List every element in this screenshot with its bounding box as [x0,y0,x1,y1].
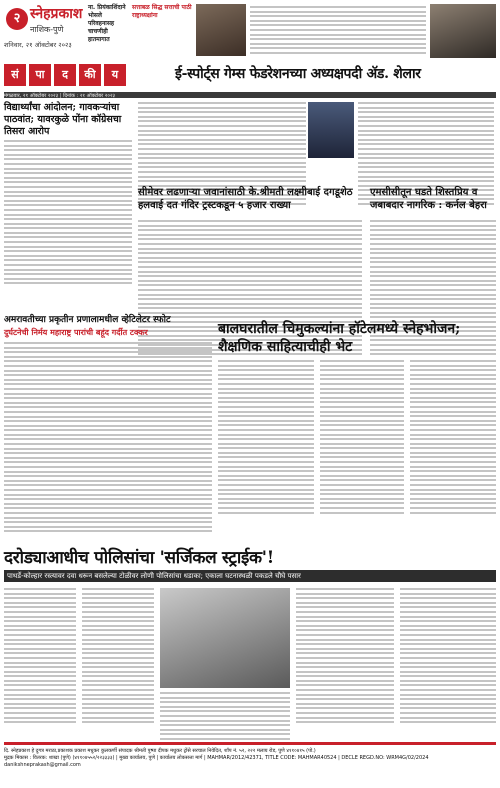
edition-label: नाशिक-पुणे [30,25,64,34]
bottom-headline: दरोड्याआधीच पोलिसांचा 'सर्जिकल स्ट्राईक'! [4,548,274,568]
page-number-badge: २ [6,8,28,30]
right-headline: एमसीसीतून घडते शिस्तप्रिय व जबाबदार नागरिक : कर्नल बेहरा [370,187,487,211]
bottom-body-col2 [82,588,154,726]
story4-subhead: दुर्घटनेची निर्मय महाराष्ट्र पारांची बहूंद गर्दीत टक्कर [4,328,148,337]
middle-headline: सीमेवर लढणाऱ्या जवानांसाठी के.श्रीमती लक्ष्मीबाई दगडूशेठ हलवाई दत गंदिर ट्रस्टकडून ५ हजार राख्या [138,187,353,211]
story4-headline: अमरावतीच्या प्रकृतीन प्रणालामधील व्हेटिलेटर स्फोट [4,315,171,325]
promo-text-right: सत्ताबळ सिद्ध सत्ताची पाठी राष्ट्राध्यक्षांना [132,4,192,19]
story5-body-mid [320,360,404,516]
editorial-letter: पा [29,64,51,86]
promo-text-left: ना. प्रियंकाशिंदाने भोसले परिवहनासह चाचणीही हातमागात [88,4,126,43]
left-column-headline: विद्यार्थ्यांचा आंदोलन; गावकऱ्यांचा पाठवांत; यावरकुळे पोंना कॉग्रेसचा तिसरा आरोप [4,102,122,137]
person-portrait [308,102,354,158]
masthead-portrait [196,4,246,56]
bottom-subheadline: पाथर्डे-कोल्हार रस्त्यावर दवा धरून बसलेल्या टोळीवर लोणी पोलिसांचा धडाका; एकाला घटनास्थळी पकडले चौघे पसार [4,570,496,582]
bottom-body-col4 [296,588,394,726]
masthead-body-text [250,6,426,57]
newspaper-brand: स्नेहप्रकाश [30,6,83,22]
editorial-letter: द [54,64,76,86]
masthead-group-photo [430,4,496,58]
date-bar-text: मंगळवार, २१ ऑक्टोबर २०२३ | दिनांक : २१ ऑक्टोबर २०२३ [4,93,116,99]
issue-date: शनिवार, २१ ऑक्टोबर २०२३ [4,41,72,49]
imprint-line-1: दि. स्नेहप्रकाश हे दुगत्र मराठा,प्रकाशक प्रकाश मधुकर कुलकर्णी संपादक श्रीमती पुष्पा दीपक मधुकर ट्रोंसे सरचाल निवेदित, शॉप नं. ५२, २२२ मलाय रोड, पुणे ४११०४१५ (पो.) [4,748,316,754]
bottom-body-col1 [4,588,76,726]
police-vehicle-photo [160,588,290,688]
editorial-letter: की [79,64,101,86]
main-headline: ई-स्पोर्ट्स गेम्स फेडरेशनच्या अध्यक्षपदी ॲड. शेलार [175,66,421,82]
story5-body-left [218,360,314,516]
bottom-body-under-photo [160,692,290,747]
left-column-body [4,140,132,287]
footer-divider [4,742,496,745]
story4-body [4,342,212,535]
story5-body-right [410,360,496,516]
editorial-letter: सं [4,64,26,86]
story5-headline: बालघरातील चिमुकल्यांना हॉटेलमध्ये स्नेहभोजन; शैक्षणिक साहित्याचीही भेट [218,321,461,355]
editorial-label [4,64,126,92]
editorial-letter: य [104,64,126,86]
imprint-email[interactable]: danikshneprakash@gmail.com [4,762,81,768]
imprint-footer [4,748,496,769]
bottom-body-col5 [400,588,496,726]
imprint-line-2: मुद्रक मिकास : वितरक: शाखा (पुणे) (४११०४५५२/२२३३३३) | मुख्य कार्यालय, पुणे | कार्यालय लोकसत्ता मार्ग | MAHMAR/2012/42371, TITLE CODE: MAHMAR40524 | DECLE REGD.NO: WRM4G/02/2024 [4,755,429,761]
